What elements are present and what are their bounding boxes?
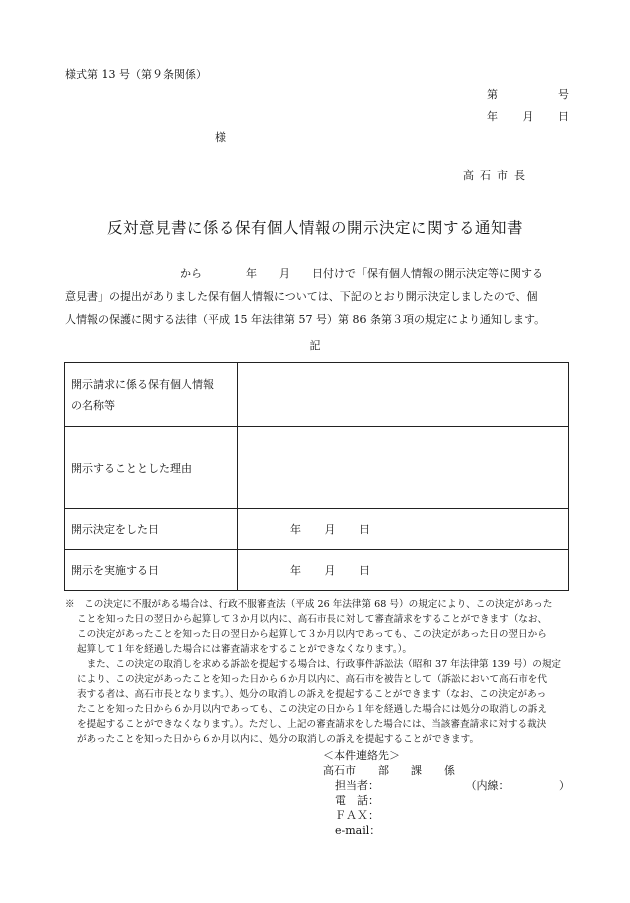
note-line: により、この決定があったことを知った日から６か月以内に、高石市を被告として（訴訟において高石市を代 (77, 674, 547, 685)
table-row (65, 363, 569, 427)
date-field (290, 562, 370, 578)
row-label-line: 開示請求に係る保有個人情報 (71, 377, 214, 391)
contact-person-row (323, 778, 570, 793)
notes (65, 597, 573, 747)
date-month: 月 (522, 110, 534, 123)
row-value (238, 509, 569, 550)
note-line: を提起することができなくなります。）。ただし、上記の審査請求をした場合には、当該審査請求に対する裁決 (77, 719, 547, 730)
row-label-line: 開示決定をした日 (71, 523, 159, 536)
contact-person-label: 担当者： (335, 779, 379, 792)
row-label-line: 開示を実施する日 (71, 564, 159, 577)
info-table (64, 362, 569, 591)
form-label: 様式第 13 号（第９条関係） (65, 68, 207, 81)
row-label (65, 363, 238, 427)
date-year: 年 (290, 564, 301, 577)
document-title: 反対意見書に係る保有個人情報の開示決定に関する通知書 (106, 219, 523, 237)
contact-block (323, 748, 570, 838)
row-label (65, 509, 238, 550)
contact-department: 高石市 部 課 係 (323, 764, 455, 777)
table-row (65, 509, 569, 550)
note-line: この決定があったことを知った日の翌日から起算して３か月以内であっても、この決定があった日の翌日から (77, 629, 547, 640)
table-row (65, 550, 569, 591)
intro-paragraph (65, 262, 571, 331)
note-line: また、この決定の取消しを求める訴訟を提起する場合は、行政事件訴訟法（昭和 37 年法律第 139 号）の規定 (77, 659, 562, 670)
date-month: 月 (324, 564, 336, 577)
contact-heading: ＜本件連絡先＞ (323, 749, 400, 762)
intro-line: 意見書」の提出がありました保有個人情報については、下記のとおり開示決定しましたので、個 (65, 290, 538, 303)
intro-line: 人情報の保護に関する法律（平成 15 年法律第 57 号）第 86 条第３項の規定により通知します。 (65, 313, 546, 326)
note-line: たことを知った日から６か月以内であっても、この決定の日から１年を経過した場合には処分の取消しの訴え (77, 704, 547, 715)
document-number-prefix: 第 (487, 88, 498, 101)
document-number (487, 86, 569, 102)
ki-label: 記 (309, 339, 321, 352)
note-line: ※ この決定に不服がある場合は、行政不服審査法（平成 26 年法律第 68 号）の規定により、この決定があった (65, 599, 553, 610)
note-line: 起算して１年を経過した場合には審査請求をすることができなくなります。）。 (77, 644, 413, 655)
issuer: 高石市長 (463, 169, 531, 182)
row-value (238, 550, 569, 591)
contact-phone-label: 電 話： (335, 794, 379, 807)
note-line: があったことを知った日から６か月以内に、処分の取消しの訴えを提起することができます。 (77, 734, 480, 745)
note-line: 表する者は、高石市長となります。）、処分の取消しの訴えを提起することができます（なお、この決定があっ (77, 689, 547, 700)
date-field (290, 521, 370, 537)
contact-fax-label: ＦＡＸ： (335, 809, 379, 822)
row-label-line: 開示することとした理由 (71, 461, 192, 475)
date-day: 日 (359, 523, 370, 536)
row-value (238, 363, 569, 427)
date-day: 日 (558, 110, 569, 123)
row-value (238, 427, 569, 509)
row-label (65, 427, 238, 509)
date-year: 年 (290, 523, 301, 536)
contact-extension-label: （内線： ） (471, 779, 570, 792)
document-date (487, 108, 569, 124)
contact-email-label: e-mail： (335, 824, 381, 837)
table-row (65, 427, 569, 509)
date-day: 日 (359, 564, 370, 577)
date-month: 月 (324, 523, 336, 536)
note-line: ことを知った日の翌日から起算して３か月以内に、高石市長に対して審査請求をすることができます（なお、 (77, 614, 548, 625)
date-year: 年 (487, 110, 498, 123)
row-label-line: の名称等 (71, 398, 115, 412)
document-number-suffix: 号 (558, 88, 569, 101)
row-label (65, 550, 238, 591)
addressee: 様 (215, 131, 226, 144)
intro-line: から 年 月 日付けで「保有個人情報の開示決定等に関する (180, 267, 543, 280)
